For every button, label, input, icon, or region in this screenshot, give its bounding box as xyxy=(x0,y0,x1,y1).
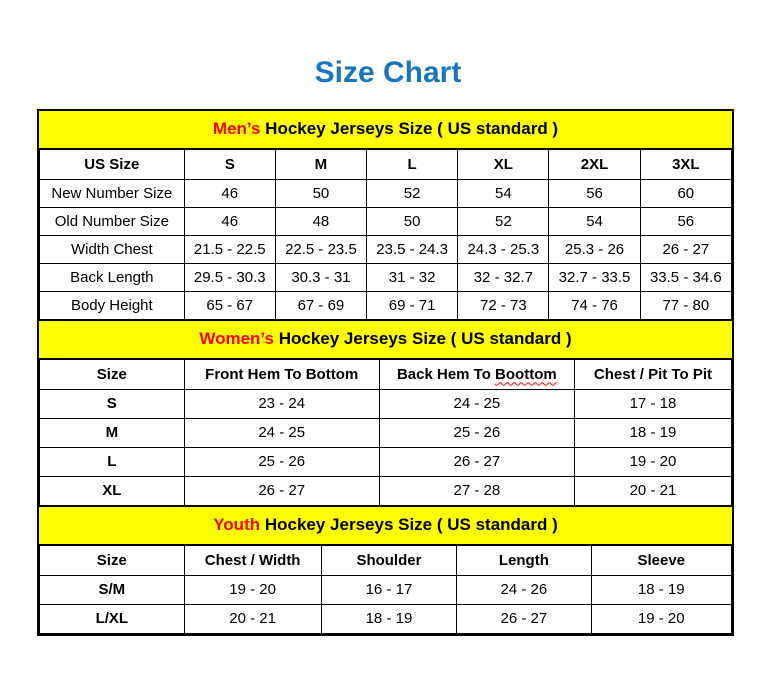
table-cell: 26 - 27 xyxy=(457,604,591,633)
womens-section-highlight: Women’s xyxy=(199,329,274,348)
table-cell: 52 xyxy=(458,207,549,235)
table-row xyxy=(40,235,732,263)
column-header: US Size xyxy=(40,149,185,179)
table-cell: 56 xyxy=(640,207,731,235)
table-cell: 50 xyxy=(367,207,458,235)
table-cell: 67 - 69 xyxy=(275,291,366,319)
row-label: Width Chest xyxy=(40,235,185,263)
table-cell: 24 - 26 xyxy=(457,575,591,604)
table-cell: 69 - 71 xyxy=(367,291,458,319)
youth-section-title: Hockey Jerseys Size ( US standard ) xyxy=(260,515,558,534)
table-row xyxy=(40,389,732,418)
table-cell: 33.5 - 34.6 xyxy=(640,263,731,291)
column-header: 3XL xyxy=(640,149,731,179)
size-chart-table xyxy=(37,109,734,636)
table-cell: 20 - 21 xyxy=(184,604,321,633)
row-label: Old Number Size xyxy=(40,207,185,235)
row-label: Body Height xyxy=(40,291,185,319)
column-header: Chest / Width xyxy=(184,545,321,575)
table-cell: 16 - 17 xyxy=(321,575,457,604)
table-cell: 30.3 - 31 xyxy=(275,263,366,291)
row-label: M xyxy=(40,418,185,447)
table-cell: 72 - 73 xyxy=(458,291,549,319)
table-cell: 29.5 - 30.3 xyxy=(184,263,275,291)
mens-header-row xyxy=(40,149,732,179)
table-cell: 52 xyxy=(367,179,458,207)
table-cell: 20 - 21 xyxy=(574,476,731,505)
column-header: Shoulder xyxy=(321,545,457,575)
table-cell: 32.7 - 33.5 xyxy=(549,263,640,291)
table-cell: 77 - 80 xyxy=(640,291,731,319)
misspelled-word: Boottom xyxy=(495,365,557,383)
womens-section-header xyxy=(39,320,732,359)
column-header: Size xyxy=(40,545,185,575)
mens-section-header xyxy=(39,111,732,149)
table-cell: 18 - 19 xyxy=(574,418,731,447)
table-row xyxy=(40,447,732,476)
womens-section-title: Hockey Jerseys Size ( US standard ) xyxy=(273,329,572,348)
youth-header-row xyxy=(40,545,732,575)
row-label: L xyxy=(40,447,185,476)
youth-section-highlight: Youth xyxy=(213,515,261,534)
column-header: Chest / Pit To Pit xyxy=(574,359,731,389)
table-cell: 25 - 26 xyxy=(379,418,574,447)
youth-section-header xyxy=(39,506,732,545)
table-cell: 21.5 - 22.5 xyxy=(184,235,275,263)
table-cell: 46 xyxy=(184,179,275,207)
table-cell: 24 - 25 xyxy=(184,418,379,447)
column-header: XL xyxy=(458,149,549,179)
mens-size-table xyxy=(39,149,732,320)
youth-size-table xyxy=(39,545,732,634)
mens-section-highlight: Men’s xyxy=(212,119,261,138)
column-header: Front Hem To Bottom xyxy=(184,359,379,389)
row-label: S/M xyxy=(40,575,185,604)
table-cell: 19 - 20 xyxy=(574,447,731,476)
table-cell: 48 xyxy=(275,207,366,235)
table-cell: 31 - 32 xyxy=(367,263,458,291)
table-cell: 19 - 20 xyxy=(591,604,732,633)
row-label: L/XL xyxy=(40,604,185,633)
table-cell: 54 xyxy=(458,179,549,207)
page-title: Size Chart xyxy=(314,56,462,89)
table-cell: 18 - 19 xyxy=(591,575,732,604)
row-label: New Number Size xyxy=(40,179,185,207)
womens-size-table xyxy=(39,359,732,506)
table-cell: 24.3 - 25.3 xyxy=(458,235,549,263)
table-cell: 25.3 - 26 xyxy=(549,235,640,263)
column-header: Size xyxy=(40,359,185,389)
table-cell: 27 - 28 xyxy=(379,476,574,505)
womens-header-row xyxy=(40,359,732,389)
table-row xyxy=(40,476,732,505)
column-header: Length xyxy=(457,545,591,575)
table-cell: 17 - 18 xyxy=(574,389,731,418)
table-cell: 22.5 - 23.5 xyxy=(275,235,366,263)
table-cell: 50 xyxy=(275,179,366,207)
column-header xyxy=(379,359,574,389)
table-row xyxy=(40,263,732,291)
table-cell: 26 - 27 xyxy=(379,447,574,476)
table-cell: 26 - 27 xyxy=(640,235,731,263)
table-cell: 74 - 76 xyxy=(549,291,640,319)
table-cell: 19 - 20 xyxy=(184,575,321,604)
table-row xyxy=(40,575,732,604)
table-cell: 25 - 26 xyxy=(184,447,379,476)
table-cell: 23 - 24 xyxy=(184,389,379,418)
table-cell: 60 xyxy=(640,179,731,207)
column-header: 2XL xyxy=(549,149,640,179)
table-cell: 24 - 25 xyxy=(379,389,574,418)
column-header: S xyxy=(184,149,275,179)
table-row xyxy=(40,291,732,319)
table-row xyxy=(40,604,732,633)
table-cell: 32 - 32.7 xyxy=(458,263,549,291)
column-header: M xyxy=(275,149,366,179)
row-label: Back Length xyxy=(40,263,185,291)
table-cell: 23.5 - 24.3 xyxy=(367,235,458,263)
mens-section-title: Hockey Jerseys Size ( US standard ) xyxy=(260,119,559,138)
column-header-text: Back Hem To xyxy=(396,365,496,383)
table-cell: 65 - 67 xyxy=(184,291,275,319)
table-cell: 54 xyxy=(549,207,640,235)
column-header: Sleeve xyxy=(591,545,732,575)
table-cell: 26 - 27 xyxy=(184,476,379,505)
row-label: S xyxy=(40,389,185,418)
table-cell: 56 xyxy=(549,179,640,207)
table-row xyxy=(40,418,732,447)
table-row xyxy=(40,179,732,207)
table-row xyxy=(40,207,732,235)
column-header: L xyxy=(367,149,458,179)
table-cell: 46 xyxy=(184,207,275,235)
row-label: XL xyxy=(40,476,185,505)
table-cell: 18 - 19 xyxy=(321,604,457,633)
